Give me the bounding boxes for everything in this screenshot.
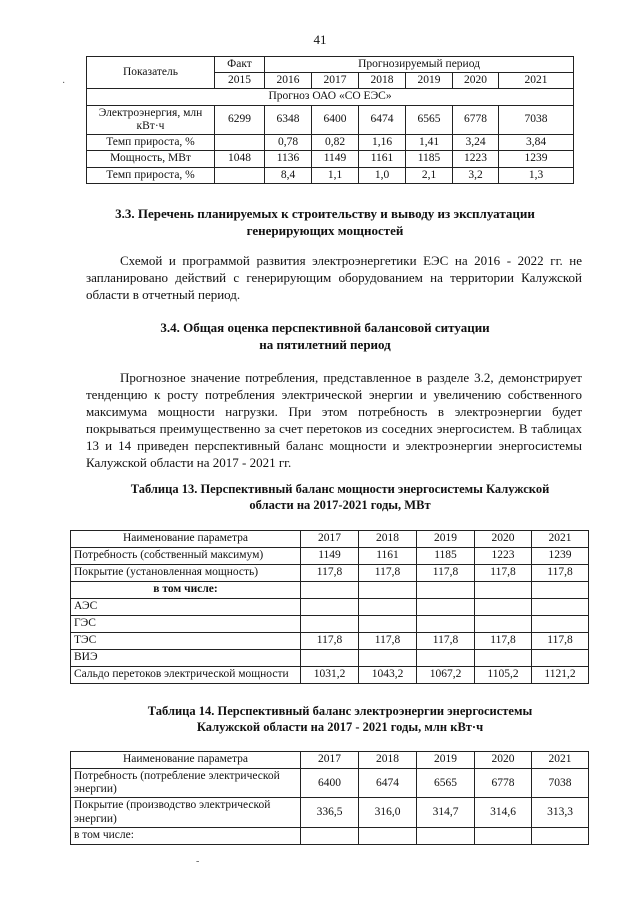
value-cell: 314,6 [475,798,532,827]
value-cell: 3,2 [453,167,499,183]
year-cell: 2020 [475,531,532,548]
year-cell: 2017 [301,531,359,548]
row-label: Темп прироста, % [87,167,215,183]
year-cell: 2019 [406,73,453,89]
table-row [87,135,574,151]
table-row [71,582,589,599]
value-cell: 1239 [532,548,589,565]
header-name: Наименование параметра [71,531,301,548]
scan-speck: - [196,856,200,867]
value-cell: 8,4 [265,167,312,183]
value-cell: 1067,2 [417,667,475,684]
caption-line: Калужской области на 2017 - 2021 годы, млн кВт·ч [196,720,484,734]
section-3-3-paragraph [86,252,582,303]
value-cell: 0,78 [265,135,312,151]
value-cell: 313,3 [532,798,589,827]
value-cell: 6400 [312,105,359,134]
row-label: ВИЭ [71,650,301,667]
scan-speck: · [62,78,66,89]
value-cell: 6474 [359,105,406,134]
value-cell: 117,8 [359,633,417,650]
energy-balance-table [70,751,589,845]
caption-line: Таблица 13. Перспективный баланс мощности энергосистемы Калужской [130,482,550,496]
value-cell [215,135,265,151]
table-row [71,599,589,616]
section-3-4-heading [60,319,590,353]
heading-line: генерирующих мощностей [246,223,404,238]
paragraph-text: Прогнозное значение потребления, представленное в разделе 3.2, демонстрирует тенденцию к росту потребления электрической энергии и увеличению собственного максимума мощности нагрузки. При этом потребность в электроэнергии будет покрываться преимущественно за счет перетоков из соседних энергосистем. В таблицах 13 и 14 приведен перспективный баланс мощности и электроэнергии энергосистемы Калужской области на 2017 - 2021 гг. [86,370,582,470]
table-row [71,565,589,582]
power-balance-table [70,530,589,684]
table-row [71,798,589,827]
table-row [87,105,574,134]
table-row [71,827,589,844]
value-cell: 1,3 [499,167,574,183]
value-cell: 2,1 [406,167,453,183]
value-cell: 1149 [312,151,359,167]
table-row [71,633,589,650]
group-label: в том числе: [71,582,301,599]
row-label: Покрытие (установленная мощность) [71,565,301,582]
value-cell: 1185 [406,151,453,167]
value-cell: 117,8 [532,565,589,582]
caption-line: Таблица 14. Перспективный баланс электроэнергии энергосистемы [147,704,533,718]
value-cell: 117,8 [359,565,417,582]
page-number: 41 [313,32,327,47]
heading-line: 3.4. Общая оценка перспективной балансовой ситуации [160,320,490,335]
value-cell: 3,84 [499,135,574,151]
row-label: АЭС [71,599,301,616]
value-cell: 1,41 [406,135,453,151]
year-cell: 2018 [359,73,406,89]
row-label: Электроэнергия, млн кВт·ч [87,105,215,134]
year-cell: 2021 [499,73,574,89]
value-cell: 1,16 [359,135,406,151]
table-row [87,151,574,167]
header-indicator: Показатель [87,57,215,89]
value-cell: 1,1 [312,167,359,183]
value-cell: 3,24 [453,135,499,151]
forecast-table [86,56,574,184]
value-cell: 1136 [265,151,312,167]
value-cell: 336,5 [301,798,359,827]
row-label: в том числе: [71,827,301,844]
value-cell: 117,8 [475,565,532,582]
value-cell: 6474 [359,769,417,798]
year-cell: 2019 [417,752,475,769]
table-row [87,167,574,183]
row-label: ТЭС [71,633,301,650]
year-cell: 2020 [453,73,499,89]
caption-line: области на 2017-2021 годы, МВт [249,498,431,512]
value-cell: 1185 [417,548,475,565]
year-cell: 2017 [301,752,359,769]
row-label: Потребность (потребление электрической энергии) [71,769,301,798]
table-14-caption [110,703,570,735]
value-cell: 1121,2 [532,667,589,684]
value-cell: 7038 [499,105,574,134]
header-name: Наименование параметра [71,752,301,769]
table-row [71,667,589,684]
value-cell: 1043,2 [359,667,417,684]
value-cell: 117,8 [417,565,475,582]
year-cell: 2019 [417,531,475,548]
forecast-subheader: Прогноз ОАО «СО ЕЭС» [87,89,574,105]
header-forecast: Прогнозируемый период [265,57,574,73]
row-label: ГЭС [71,616,301,633]
value-cell: 1,0 [359,167,406,183]
row-label: Мощность, МВт [87,151,215,167]
year-cell: 2015 [215,73,265,89]
heading-line: на пятилетний период [259,337,391,352]
year-cell: 2021 [532,752,589,769]
section-3-4-paragraph [86,369,582,471]
row-label: Темп прироста, % [87,135,215,151]
year-cell: 2018 [359,752,417,769]
value-cell: 314,7 [417,798,475,827]
table-row [71,616,589,633]
year-cell: 2016 [265,73,312,89]
value-cell: 6348 [265,105,312,134]
value-cell: 6565 [417,769,475,798]
value-cell: 1031,2 [301,667,359,684]
table-row [71,650,589,667]
year-cell: 2017 [312,73,359,89]
value-cell: 6400 [301,769,359,798]
header-fact: Факт [215,57,265,73]
value-cell: 0,82 [312,135,359,151]
value-cell: 6778 [475,769,532,798]
paragraph-text: Схемой и программой развития электроэнергетики ЕЭС на 2016 - 2022 гг. не запланировано действий с генерирующим оборудованием на территории Калужской области в отчетный период. [86,253,582,302]
value-cell: 1149 [301,548,359,565]
year-cell: 2018 [359,531,417,548]
value-cell: 7038 [532,769,589,798]
value-cell: 1161 [359,151,406,167]
year-cell: 2021 [532,531,589,548]
table-row [71,548,589,565]
value-cell: 117,8 [417,633,475,650]
value-cell: 6565 [406,105,453,134]
value-cell [215,167,265,183]
table-13-caption [110,481,570,513]
row-label: Покрытие (производство электрической энергии) [71,798,301,827]
row-label: Потребность (собственный максимум) [71,548,301,565]
value-cell: 6778 [453,105,499,134]
heading-line: 3.3. Перечень планируемых к строительству и выводу из эксплуатации [115,206,535,221]
value-cell: 1223 [475,548,532,565]
value-cell: 1161 [359,548,417,565]
value-cell: 117,8 [475,633,532,650]
value-cell: 1105,2 [475,667,532,684]
year-cell: 2020 [475,752,532,769]
value-cell: 6299 [215,105,265,134]
value-cell: 117,8 [301,565,359,582]
value-cell: 316,0 [359,798,417,827]
value-cell: 117,8 [532,633,589,650]
table-row [71,769,589,798]
value-cell: 117,8 [301,633,359,650]
value-cell: 1239 [499,151,574,167]
section-3-3-heading [60,205,590,239]
value-cell: 1048 [215,151,265,167]
value-cell: 1223 [453,151,499,167]
row-label: Сальдо перетоков электрической мощности [71,667,301,684]
